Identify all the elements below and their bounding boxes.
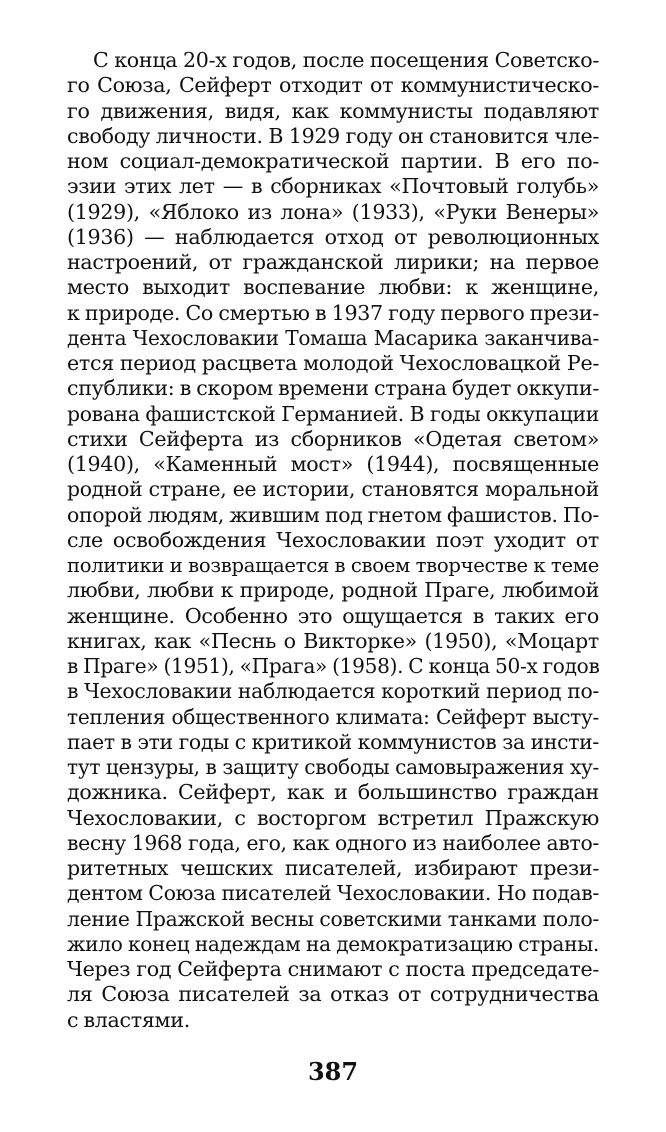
text-line: го движения, видя, как коммунисты подавляют [67, 98, 599, 123]
text-line: опорой людям, жившим под гнетом фашистов. По- [67, 502, 599, 527]
text-line: (1936) — наблюдается отход от революционных [67, 224, 599, 249]
text-line: дента Чехословакии Томаша Масарика заканчива- [67, 325, 599, 350]
text-line: тут цензуры, в защиту свободы самовыражения ху- [67, 755, 599, 779]
text-line: сле освобождения Чехословакии поэт уходит от [67, 527, 599, 552]
text-line: родной стране, ее истории, становятся моральной [67, 477, 599, 502]
text-line: рована фашистской Германией. В годы оккупации [67, 401, 599, 426]
page-number: 387 [307, 1057, 359, 1086]
book-page [67, 48, 599, 1033]
text-line: ном социал-демократической партии. В его по- [67, 149, 599, 173]
text-line: эзии этих лет — в сборниках «Почтовый голубь» [67, 174, 599, 199]
text-line: в Праге» (1951), «Прага» (1958). С конца 50-х годов [67, 654, 600, 678]
text-line: ление Пражской весны советскими танками поло- [67, 906, 599, 931]
text-line: спублики: в скором времени страна будет оккупи- [67, 376, 599, 401]
text-line: в Чехословакии наблюдается короткий период по- [67, 679, 599, 704]
text-line: дентом Союза писателей Чехословакии. Но подав- [67, 881, 599, 906]
text-line: любви, любви к природе, родной Праге, любимой [67, 578, 599, 603]
text-line: с властями. [67, 1007, 190, 1032]
text-line: пает в эти годы с критикой коммунистов за инсти- [67, 729, 599, 754]
text-line: го Союза, Сейферт отходит от коммунистическо- [67, 73, 599, 98]
text-line: (1940), «Каменный мост» (1944), посвященные [67, 452, 599, 476]
text-line: ритетных чешских писателей, избирают прези- [67, 856, 599, 880]
text-line: С конца 20-х годов, после посещения Советско- [93, 48, 599, 72]
text-line: политики и возвращается в своем творчестве к теме [67, 554, 599, 577]
body-paragraph [67, 48, 599, 1033]
text-line: свободу личности. В 1929 году он становится чле- [67, 123, 599, 148]
text-line: к природе. Со смертью в 1937 году первого прези- [67, 300, 599, 325]
text-line: дожника. Сейферт, как и большинство граждан [67, 780, 599, 805]
text-line: Чехословакии, с восторгом встретил Пражскую [67, 805, 599, 830]
text-line: Через год Сейферта снимают с поста председате- [67, 957, 599, 981]
text-line: жило конец надеждам на демократизацию страны. [67, 931, 599, 956]
text-line: место выходит воспевание любви: к женщине, [67, 275, 599, 300]
text-line: тепления общественного климата: Сейферт высту- [67, 704, 599, 729]
text-line: ля Союза писателей за отказ от сотрудничества [67, 982, 599, 1007]
text-line: книгах, как «Песнь о Викторке» (1950), «Моцарт [67, 628, 599, 653]
text-line: весну 1968 года, его, как одного из наиболее авто- [67, 830, 599, 855]
text-line: ется период расцвета молодой Чехословацкой Ре- [67, 351, 599, 375]
text-line: настроений, от гражданской лирики; на первое [67, 250, 599, 274]
text-line: стихи Сейферта из сборников «Одетая светом» [67, 426, 599, 451]
text-line: женщине. Особенно это ощущается в таких его [67, 603, 599, 628]
text-line: (1929), «Яблоко из лона» (1933), «Руки Венеры» [67, 199, 599, 224]
